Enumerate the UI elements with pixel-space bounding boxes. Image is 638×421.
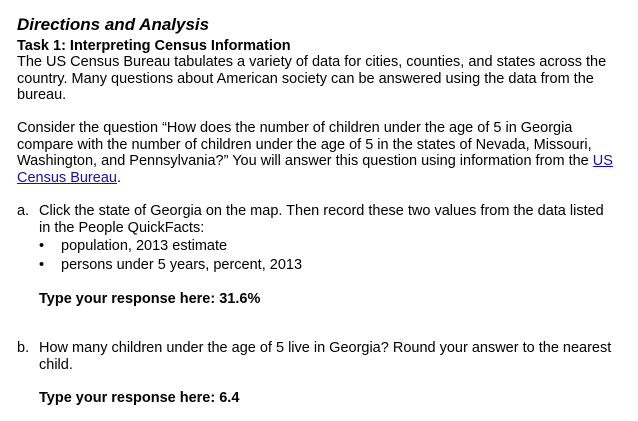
list-item-text: population, 2013 estimate xyxy=(61,238,228,255)
bullet-icon: • xyxy=(39,238,45,255)
question-a-marker: a. xyxy=(17,203,30,219)
question-b-marker: b. xyxy=(17,340,30,356)
quickfacts-list xyxy=(39,238,619,273)
question-paragraph-end: . xyxy=(116,170,121,187)
list-item xyxy=(39,238,619,255)
list-item xyxy=(39,257,619,274)
response-b-value[interactable]: 6.4 xyxy=(219,390,240,407)
bullet-icon: • xyxy=(39,257,45,274)
question-a-text: Click the state of Georgia on the map. Then record these two values from the data listed in the People QuickFacts: xyxy=(39,203,604,236)
question-paragraph-text: Consider the question “How does the number of children under the age of 5 in Georgia compare with the number of children under the age of 5 in the states of Nevada, Missouri, Washington, and Pennsylvania?” You will answer this question using information from the xyxy=(17,120,593,170)
question-a xyxy=(17,203,619,308)
question-paragraph xyxy=(17,120,619,187)
question-b-text: How many children under the age of 5 live in Georgia? Round your answer to the nearest child. xyxy=(39,340,612,373)
page-title: Directions and Analysis xyxy=(17,15,210,34)
list-item-text: persons under 5 years, percent, 2013 xyxy=(61,257,303,274)
response-b[interactable] xyxy=(39,390,619,407)
intro-paragraph: The US Census Bureau tabulates a variety of data for cities, counties, and states across the country. Many questions about American society can be answered using the data from the bureau. xyxy=(17,54,607,104)
census-bureau-link[interactable]: US Census Bureau xyxy=(17,153,613,187)
response-a-label: Type your response here: xyxy=(39,290,220,307)
response-a[interactable] xyxy=(39,291,619,308)
task-title: Task 1: Interpreting Census Information xyxy=(17,38,291,54)
response-a-value[interactable]: 31.6% xyxy=(219,290,261,307)
response-b-label: Type your response here: xyxy=(39,390,220,407)
question-b xyxy=(17,340,619,407)
